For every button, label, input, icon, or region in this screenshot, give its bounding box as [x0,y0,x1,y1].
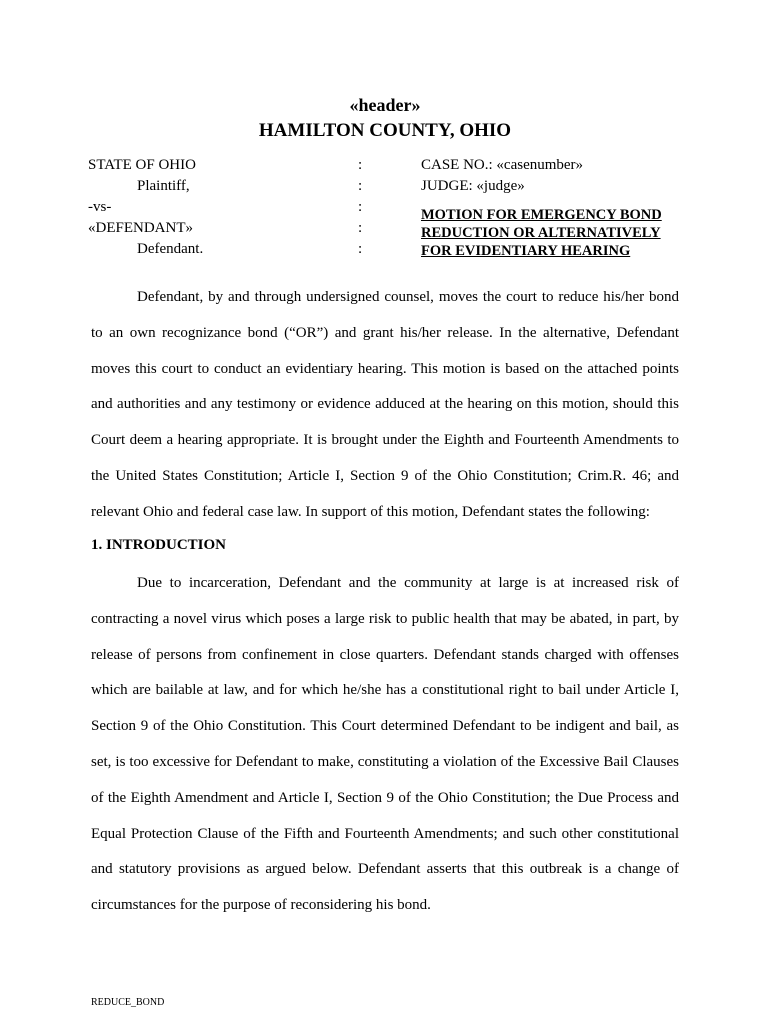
caption-colon: : [358,178,363,194]
document-footer: REDUCE_BOND [91,997,165,1008]
introduction-paragraph [91,566,679,924]
motion-title-line: REDUCTION OR ALTERNATIVELY [421,225,661,241]
plaintiff-label: Plaintiff, [137,178,190,194]
caption-colon: : [358,241,363,257]
caption-colon: : [358,199,363,215]
motion-title-line: MOTION FOR EMERGENCY BOND [421,207,662,223]
case-caption-parties [88,155,338,260]
case-caption-details [421,155,701,260]
plaintiff-name: STATE OF OHIO [88,157,196,173]
caption-divider [358,155,370,260]
paragraph-text: Defendant, by and through undersigned counsel, moves the court to reduce his/her bond to an own recognizance bond (“OR”) and grant his/her release. In the alternative, Defendant moves this court to conduct an evidentiary hearing. This motion is based on the attached points and authorities and any testimony or evidence adduced at the hearing on this motion, should this Court deem a hearing appropriate. It is brought under the Eighth and Fourteenth Amendments to the United States Constitution; Article I, Section 9 of the Ohio Constitution; Crim.R. 46; and relevant Ohio and federal case law. In support of this motion, Defendant states the following: [91,289,679,520]
caption-colon: : [358,157,363,173]
defendant-label: Defendant. [137,241,204,257]
header-placeholder: «header» [349,95,421,115]
defendant-name: «DEFENDANT» [88,220,193,236]
judge: JUDGE: «judge» [421,178,525,194]
motion-title [421,206,701,260]
intro-paragraph [91,280,679,531]
county-title: HAMILTON COUNTY, OHIO [258,120,512,141]
versus-label: -vs- [88,199,112,215]
paragraph-text: Due to incarceration, Defendant and the community at large is at increased risk of contracting a novel virus which poses a large risk to public health that may be abated, in part, by release of persons from confinement in close quarters. Defendant stands charged with offenses which are bailable at law, and for which he/she has a constitutional right to bail under Article I, Section 9 of the Ohio Constitution. This Court determined Defendant to be indigent and bail, as set, is too excessive for Defendant to make, constituting a violation of the Excessive Bail Clauses of the Eighth Amendment and Article I, Section 9 of the Ohio Constitution; the Due Process and Equal Protection Clause of the Fifth and Fourteenth Amendments; and such other constitutional and statutory provisions as argued below. Defendant asserts that this outbreak is a change of circumstances for the purpose of reconsidering his bond. [91,575,679,914]
case-number: CASE NO.: «casenumber» [421,157,584,173]
section-heading: 1. INTRODUCTION [91,537,227,553]
motion-title-line: FOR EVIDENTIARY HEARING [421,243,631,259]
caption-colon: : [358,220,363,236]
